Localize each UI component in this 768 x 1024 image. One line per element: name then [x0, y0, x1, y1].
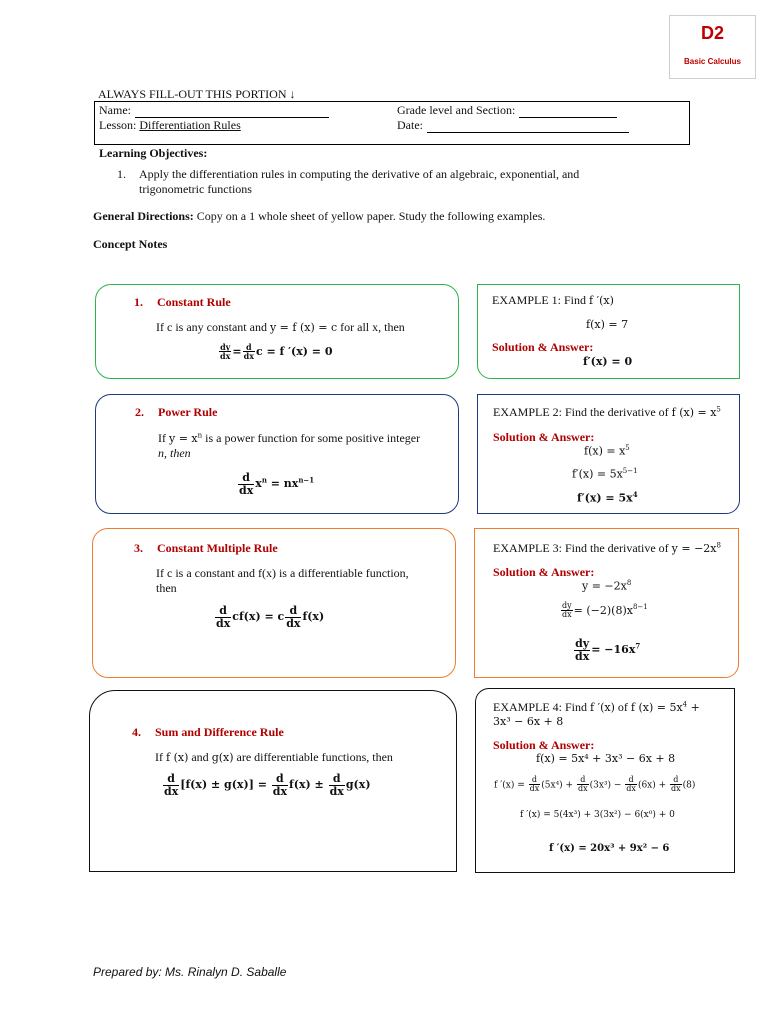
concept-notes-heading: Concept Notes	[93, 237, 168, 251]
date-row	[397, 118, 629, 133]
rule-2-statement	[158, 431, 420, 446]
example-4-step-3: f ′(x) = 5(4x³) + 3(3x²) − 6(x⁰) + 0	[520, 810, 675, 820]
rule-3-title: Constant Multiple Rule	[157, 541, 278, 555]
example-3-title-text: EXAMPLE 3: Find the derivative of	[493, 541, 669, 555]
rule-2-number: 2.	[135, 405, 144, 419]
fillout-box	[94, 101, 690, 145]
rule-2-text: If	[158, 431, 166, 445]
example-1-title: EXAMPLE 1: Find f ′(x)	[492, 293, 614, 307]
example-4-solution-label: Solution & Answer:	[493, 738, 595, 752]
general-directions	[93, 209, 545, 224]
date-field[interactable]	[427, 121, 629, 133]
example-2-title: EXAMPLE 2: Find the derivative of f $(x) = x^5$	[493, 405, 721, 419]
grade-label: Grade level and Section:	[397, 103, 516, 117]
rule-1-text-b: for all x, then	[340, 320, 405, 334]
course-badge	[669, 15, 756, 79]
example-2-title-text: EXAMPLE 2: Find the derivative of	[493, 405, 669, 419]
fillout-title: ALWAYS FILL-OUT THIS PORTION ↓	[98, 87, 296, 101]
rule-4-text: If	[155, 750, 163, 764]
example-4-title-line-2: 3x³ − 6x + 8	[493, 715, 564, 728]
example-3-title: EXAMPLE 3: Find the derivative of $y = -2x^8$	[493, 541, 721, 555]
rule-2-formula: $\frac{d}{dx}$ $x^n = nx^{n-1}$	[239, 471, 315, 497]
rule-4-title: Sum and Difference Rule	[155, 725, 284, 739]
example-1-given: f(x) = 7	[586, 318, 629, 331]
objective-line-2: trigonometric functions	[139, 182, 252, 196]
example-4-title: EXAMPLE 4: Find f ′(x) of f $(x) = 5x^4$ +	[493, 700, 700, 714]
rule-1-number: 1.	[134, 295, 143, 309]
lesson-row	[99, 118, 241, 133]
date-label: Date:	[397, 118, 423, 132]
example-3-answer: $\frac{dy}{dx}$ = $-16x^7$	[575, 637, 641, 663]
rule-3-text-2: then	[156, 581, 177, 595]
course-code: D2	[700, 23, 724, 43]
rule-1-math: y = f (x) = c	[269, 321, 338, 334]
rule-1-title: Constant Rule	[157, 295, 231, 309]
example-4-step-1: f(x) = 5x⁴ + 3x³ − 6x + 8	[536, 752, 676, 765]
example-1-solution-label: Solution & Answer:	[492, 340, 594, 354]
grade-row	[397, 103, 617, 118]
rule-3-text-1: If c is a constant and f(x) is a differentiable function,	[156, 566, 409, 580]
rule-2-title: Power Rule	[158, 405, 218, 419]
example-2-step-1: $f(x) = x^5$	[584, 444, 630, 458]
rule-1-statement	[156, 320, 405, 335]
example-2-answer: $f'(x) = 5x^4$	[577, 490, 638, 505]
directions-text: Copy on a 1 whole sheet of yellow paper. Study the following examples.	[196, 209, 546, 223]
rule-1-formula: $\frac{dy}{dx}$ = $\frac{d}{dx}$ c = f ′(x) = 0	[220, 342, 333, 362]
rule-4-text-b: and	[191, 750, 209, 764]
objectives-heading: Learning Objectives:	[99, 146, 208, 160]
name-label: Name:	[99, 103, 131, 117]
objective-line-1: Apply the differentiation rules in computing the derivative of an algebraic, exponential, and	[139, 167, 580, 181]
example-2-solution-label: Solution & Answer:	[493, 430, 595, 444]
example-1-answer: f′(x) = 0	[583, 355, 633, 368]
rule-3-number: 3.	[134, 541, 143, 555]
rule-2-math: $y = x^n$	[169, 431, 203, 445]
rule-2-text-b: is a power function for some positive integer	[205, 431, 421, 445]
example-2-step-2: $f'(x) = 5x^{5-1}$	[572, 467, 638, 481]
example-3-step-2: $\frac{dy}{dx}$ = $(-2)(8)x^{8-1}$	[562, 601, 648, 620]
example-4-answer: f ′(x) = 20x³ + 9x² − 6	[549, 843, 670, 854]
lesson-value: Differentiation Rules	[139, 118, 241, 132]
example-4-step-2: f ′(x) = $\frac{d}{dx}$ (5x⁴) + $\frac{d}{dx}$ (3x³) − $\frac{d}{dx}$ (6x) + $\frac{d}{dx}$ (8)	[494, 775, 696, 794]
prepared-by-footer: Prepared by: Ms. Rinalyn D. Saballe	[93, 965, 287, 979]
lesson-label: Lesson:	[99, 118, 137, 132]
example-4-title-of: of	[617, 700, 628, 714]
course-subject: Basic Calculus	[684, 57, 741, 66]
rule-4-formula: $\frac{d}{dx}$ [f(x) ± g(x)] = $\frac{d}{dx}$ f(x) ± $\frac{d}{dx}$ g(x)	[164, 772, 371, 798]
rule-4-statement: If f (x) and g(x) are differentiable functions, then	[155, 750, 393, 764]
example-4-title-text: EXAMPLE 4: Find	[493, 700, 588, 714]
example-1-title-text: EXAMPLE 1: Find	[492, 293, 587, 307]
rule-2-text-2: n, then	[158, 446, 191, 460]
directions-label: General Directions:	[93, 209, 194, 223]
example-3-step-1: $y = -2x^8$	[582, 579, 632, 593]
rule-4-text-c: are differentiable functions, then	[236, 750, 393, 764]
rule-3-formula: $\frac{d}{dx}$ cf(x) = c $\frac{d}{dx}$ f(x)	[216, 604, 325, 630]
example-3-solution-label: Solution & Answer:	[493, 565, 595, 579]
name-row	[99, 103, 329, 118]
rule-1-text: If c is any constant and	[156, 320, 267, 334]
rule-4-number: 4.	[132, 725, 141, 739]
objective-number: 1.	[117, 167, 126, 181]
grade-field[interactable]	[519, 106, 617, 118]
name-field[interactable]	[135, 106, 329, 118]
